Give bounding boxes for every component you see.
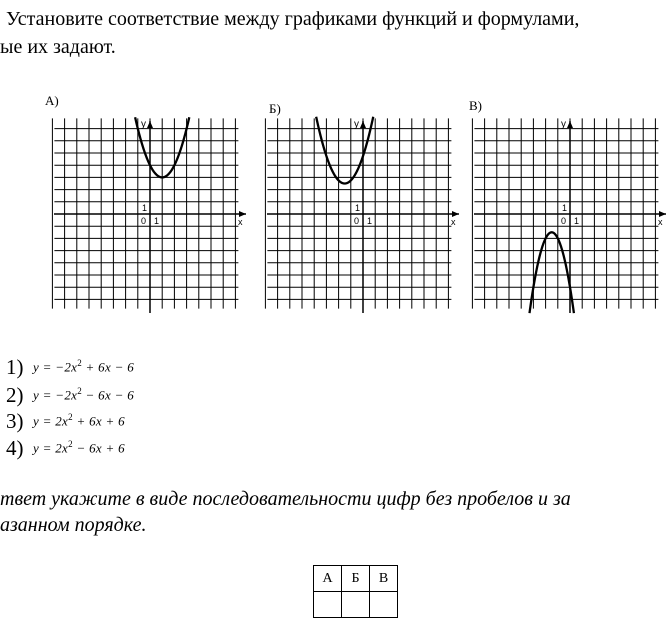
- answer-cell-c[interactable]: [370, 592, 398, 618]
- task-text-line-2: ые их задают.: [0, 36, 116, 58]
- answer-header-b: Б: [342, 566, 370, 592]
- answer-table-header-row: [314, 566, 398, 592]
- formula-expression: $y = -2x^2 + 6x - 6$: [33, 358, 135, 375]
- parabola-curve: [530, 232, 574, 313]
- graph-c-label: В): [469, 98, 482, 113]
- formula-number: 4): [6, 435, 24, 460]
- origin-label: 0: [141, 216, 147, 226]
- y-unit-label: 1: [355, 202, 361, 213]
- formula-expression: $y = 2x^2 - 6x + 6$: [33, 439, 125, 456]
- y-axis-label: y: [561, 119, 566, 130]
- instruction-line-1: твет укажите в виде последовательности цифр без пробелов и за: [0, 488, 571, 510]
- answer-header-a: А: [314, 566, 342, 592]
- answer-table-input-row: [314, 592, 398, 618]
- formula-1: [6, 355, 134, 379]
- x-unit-label: 1: [574, 216, 580, 226]
- x-unit-label: 1: [367, 216, 373, 226]
- origin-label: 0: [561, 216, 567, 226]
- graph-b: [265, 117, 465, 317]
- formula-number: 3): [6, 408, 24, 433]
- formula-2: [6, 383, 134, 407]
- formula-expression: $y = 2x^2 + 6x + 6$: [33, 412, 125, 429]
- y-axis-arrow: [147, 121, 153, 128]
- answer-cell-a[interactable]: [314, 592, 342, 618]
- y-axis-label: y: [354, 119, 359, 130]
- x-axis-label: x: [451, 217, 456, 227]
- task-text-line-1: Установите соответствие между графиками функций и формулами,: [6, 8, 580, 30]
- instruction-line-2: азанном порядке.: [0, 514, 147, 536]
- y-axis-label: y: [141, 119, 146, 130]
- formula-number: 2): [6, 382, 24, 407]
- y-unit-label: 1: [142, 202, 148, 213]
- origin-label: 0: [354, 216, 360, 226]
- graph-a-label: А): [45, 93, 59, 108]
- graph-a: [52, 117, 252, 317]
- x-axis-label: x: [238, 217, 243, 227]
- y-unit-label: 1: [562, 202, 568, 213]
- x-axis-label: x: [658, 217, 663, 227]
- y-axis-arrow: [567, 121, 573, 128]
- formula-3: [6, 409, 125, 433]
- formula-expression: $y = -2x^2 - 6x - 6$: [33, 386, 135, 403]
- answer-header-c: В: [370, 566, 398, 592]
- graph-c: [472, 117, 672, 317]
- x-unit-label: 1: [154, 216, 160, 226]
- answer-table: [313, 565, 398, 618]
- answer-cell-b[interactable]: [342, 592, 370, 618]
- graph-b-label: Б): [269, 101, 281, 116]
- y-axis-arrow: [360, 121, 366, 128]
- formula-4: [6, 436, 125, 460]
- formula-number: 1): [6, 354, 24, 379]
